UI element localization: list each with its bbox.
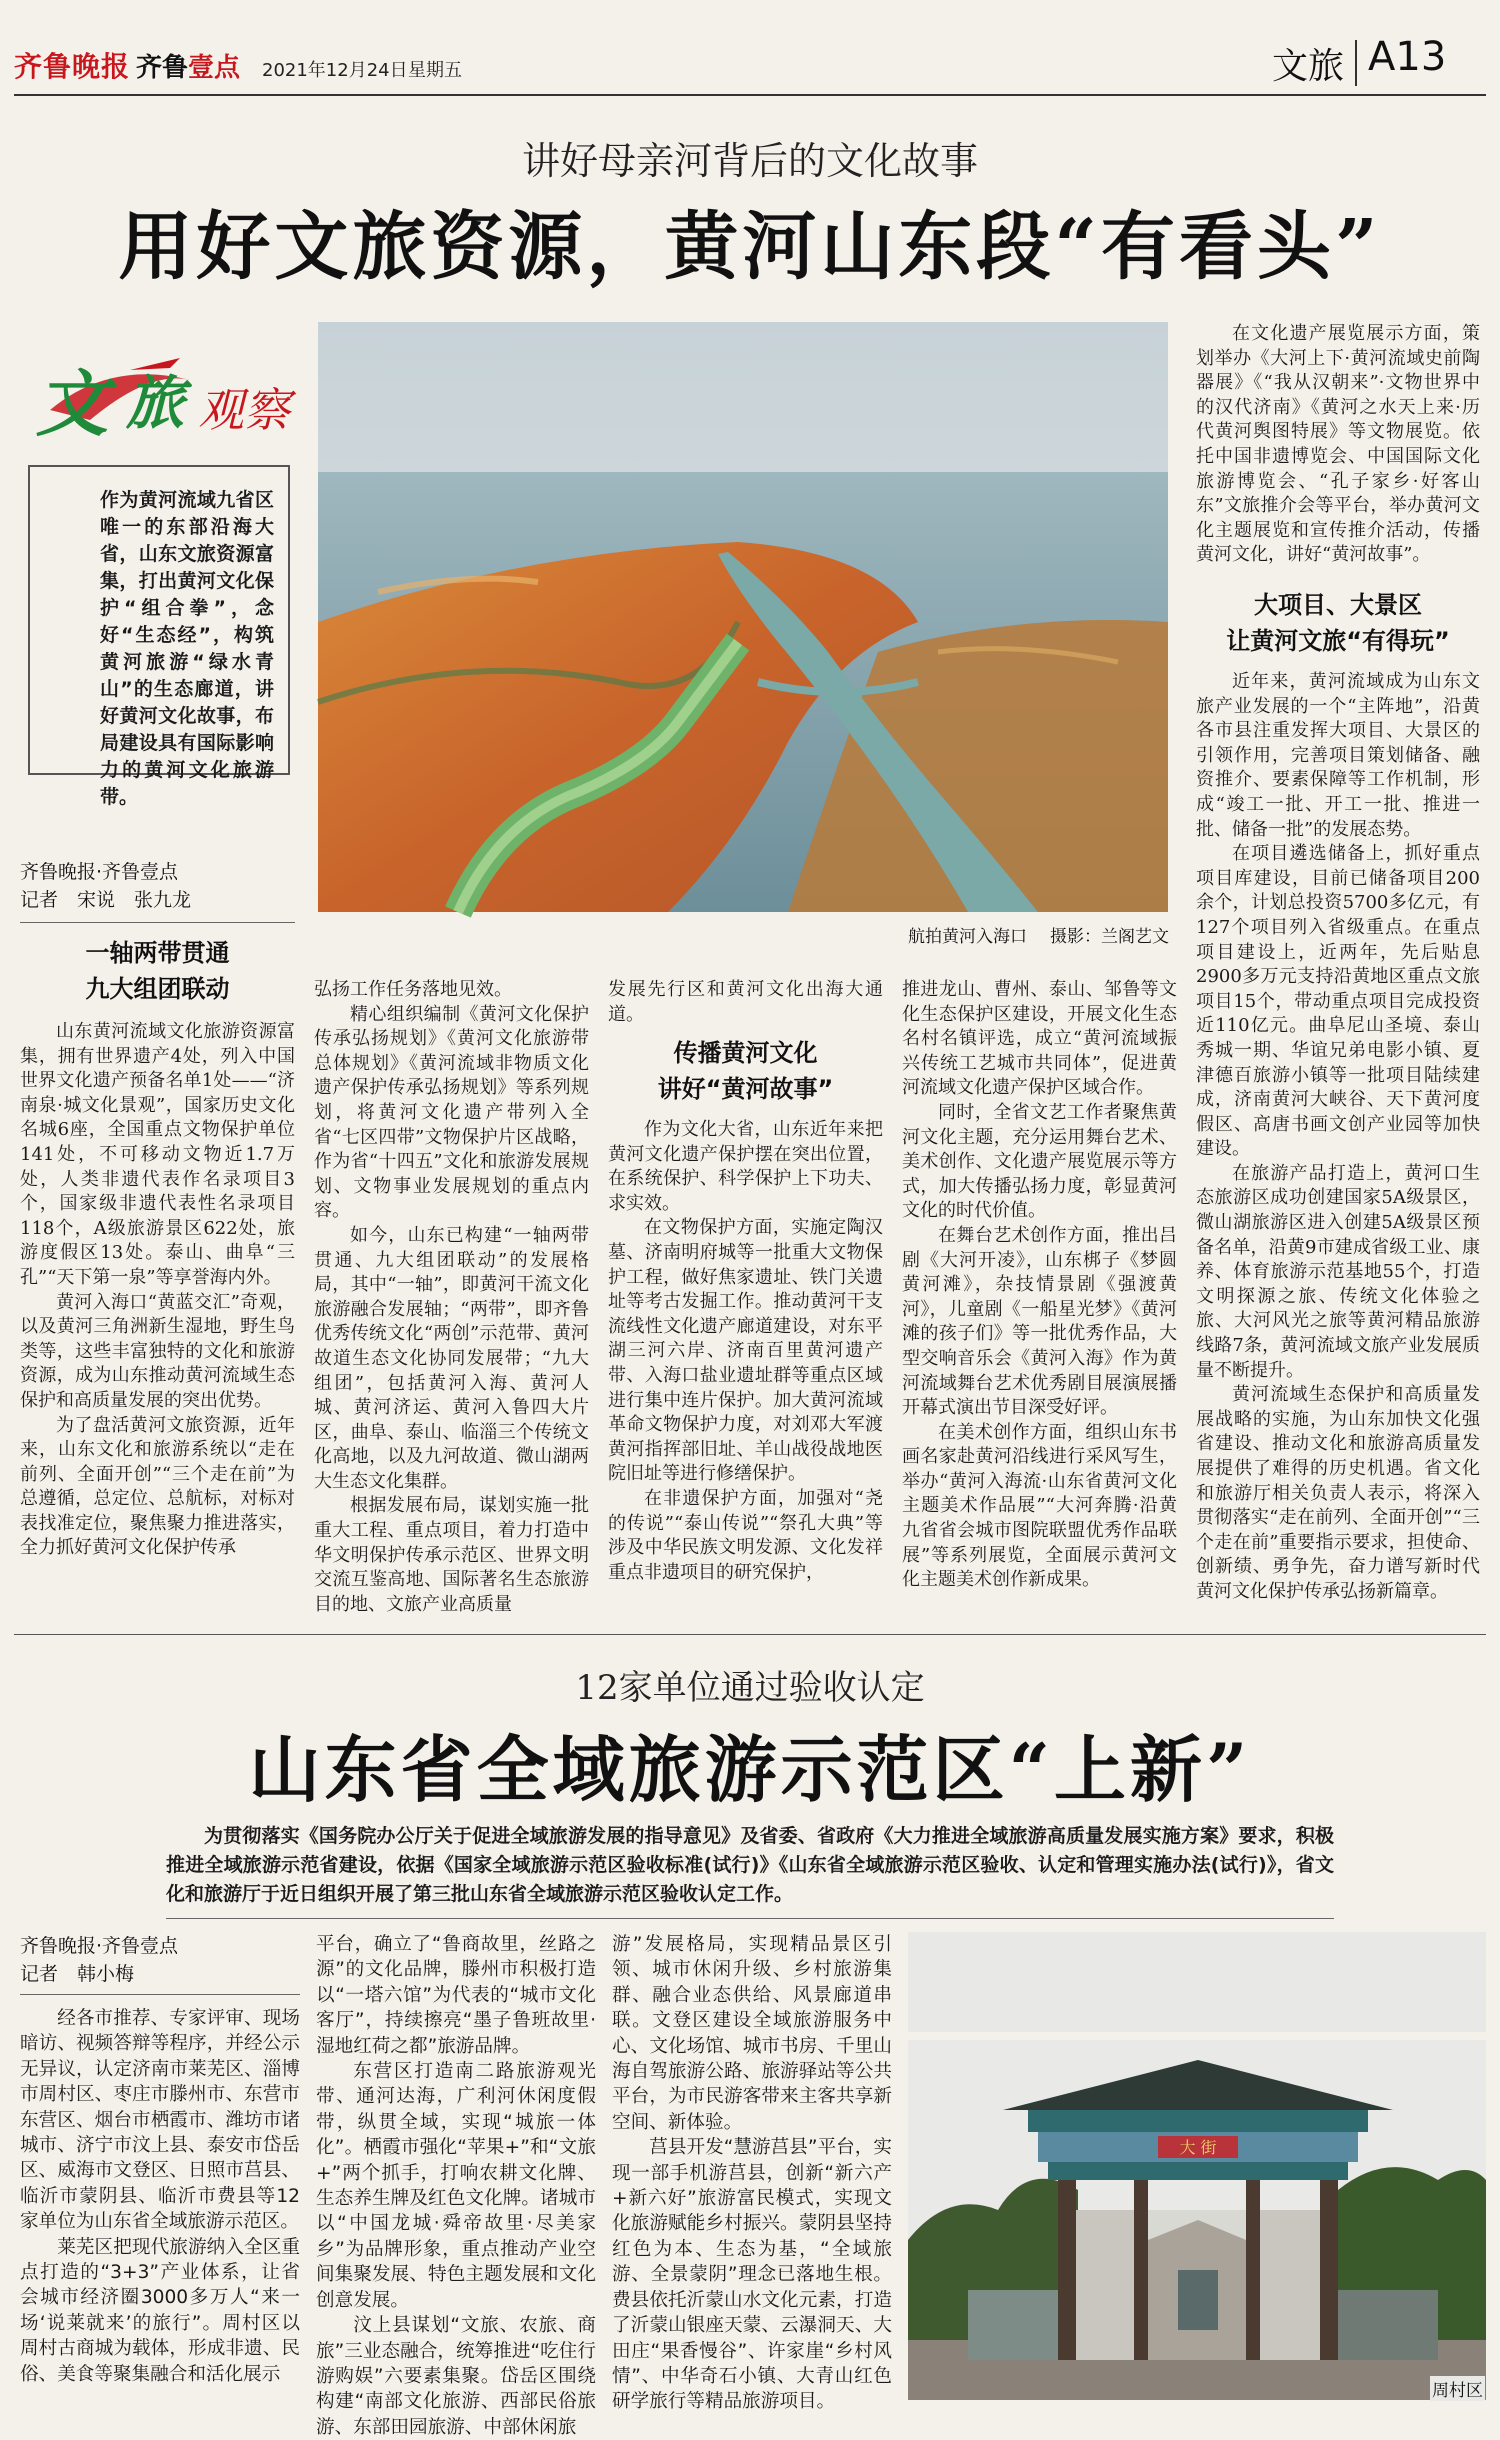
story1-headline: 用好文旅资源，黄河山东段“有看头”: [118, 204, 1382, 290]
story1-intro-box: [28, 465, 290, 808]
photo2-sky: [908, 1932, 1486, 2032]
arch-plaque-text: 大 街: [1179, 2138, 1217, 2157]
subhead-1b: 九大组团联动: [85, 975, 230, 1003]
story2-column-a: 经各市推荐、专家评审、现场暗访、视频答辩等程序，并经公示无异议，认定济南市莱芜区、淄博市周村区、枣庄市滕州市、东营市东营区、烟台市栖霞市、潍坊市诸城市、济宁市汶上县、泰安市岱岳区、威海市文登区、日照市莒县、临沂市蒙阴县、临沂市费县等12家单位为山东省全域旅游示范区。 莱芜区把现代旅游纳入全区重点打造的“3+3”产业体系，让省会城市经济圈3000多万人“来一场‘说莱就来’的旅行”。周村区以周村古商城为载体，形成非遗、民俗、美食等聚集融合和活化展示: [20, 2008, 300, 2385]
yellow-river-estuary-photo: [318, 322, 1168, 912]
story2-headline: 山东省全域旅游示范区“上新”: [248, 1727, 1252, 1812]
header-rule: [14, 94, 1486, 96]
subhead-2b: 讲好“黄河故事”: [657, 1075, 834, 1103]
subhead-3a: 大项目、大景区: [1254, 591, 1422, 619]
story2-byline-1: 齐鲁晚报·齐鲁壹点: [20, 1935, 179, 1957]
page-number: A13: [1368, 34, 1447, 80]
story1-column-5a: 在文化遗产展览展示方面，策划举办《大河上下·黄河流域史前陶器展》《“我从汉朝来”·文物世界中的汉代济南》《黄河之水天上来·历代黄河舆图特展》等文物展览。依托中国非遗博览会、中国国际文化旅游博览会、“孔子家乡·好客山东”文旅推介会等平台，举办黄河文化主题展览和宣传推介活动，传播黄河文化，讲好“黄河故事”。: [1196, 323, 1480, 566]
story1-column-1: 山东黄河流域文化旅游资源富集，拥有世界遗产4处，列入中国世界文化遗产预备名单1处——“济南泉·城文化景观”，国家历史文化名城6座，全国重点文物保护单位141处，不可移动文物近1.7万处，人类非遗代表作名录项目3个，国家级非遗代表性名录项目118个，A级旅游景区622处，旅游度假区13处。泰山、曲阜“三孔”“天下第一泉”等享誉海内外。 黄河入海口“黄蓝交汇”奇观，以及黄河三角洲新生湿地，野生鸟类等，这些丰富独特的文化和旅游资源，成为山东推动黄河流域生态保护和高质量发展的突出优势。 为了盘活黄河文旅资源，近年来，山东文化和旅游系统以“走在前列、全面开创”“三个走在前”为总遵循，总定位、总航标，对标对表找准定位，聚焦聚力推进落实，全力抓好黄河文化保护传承: [20, 1021, 295, 1559]
photo2-caption: 周村区: [1430, 2376, 1485, 2401]
photo1-caption: 航拍黄河入海口: [908, 927, 1027, 947]
photo1-credit: 摄影：兰阁艺文: [1050, 927, 1169, 947]
memorial-arch-image: [908, 2040, 1486, 2400]
story1-column-2: 弘扬工作任务落地见效。 精心组织编制《黄河文化保护传承弘扬规划》《黄河文化旅游带总体规划》《黄河流域非物质文化遗产保护传承弘扬规划》等系列规划，将黄河文化遗产带列入全省“七区四带”文物保护片区战略，作为省“十四五”文化和旅游发展规划、文物事业发展规划的重点内容。 如今，山东已构建“一轴两带贯通、九大组团联动”的发展格局，其中“一轴”，即黄河干流文化旅游融合发展轴；“两带”，即齐鲁优秀传统文化“两创”示范带、黄河故道生态文化协同发展带；“九大组团”，包括黄河入海、黄河人城、黄河济运、黄河入鲁四大片区，曲阜、泰山、临淄三个传统文化高地，以及九河故道、微山湖两大生态文化集群。 根据发展布局，谋划实施一批重大工程、重点项目，着力打造中华文明保护传承示范区、世界文明交流互鉴高地、国际著名生态旅游目的地、文旅产业高质量: [314, 979, 589, 1615]
estuary-aerial-image: [318, 322, 1168, 912]
badge-char-lv: 旅: [126, 369, 185, 437]
byline-rule: [20, 922, 295, 923]
zhoucun-arch-photo: [908, 2040, 1486, 2400]
story2-byline-2: 记者 韩小梅: [20, 1963, 135, 1985]
story-divider: [14, 1634, 1486, 1635]
subhead-1a: 一轴两带贯通: [85, 939, 230, 967]
story1-column-3b: 作为文化大省，山东近年来把黄河文化遗产保护摆在突出位置，在系统保护、科学保护上下功夫、求实效。 在文物保护方面，实施定陶汉墓、济南明府城等一批重大文物保护工程，做好焦家遗址、铁门关遗址等考古发掘工作。推动黄河干支流线性文化遗产廊道建设，对东平湖三河六岸、济南百里黄河遗产带、入海口盐业遗址群等重点区域进行集中连片保护。加大黄河流域革命文物保护力度，对刘邓大军渡黄河指挥部旧址、羊山战役战地医院旧址等进行修缮保护。 在非遗保护方面，加强对“尧的传说”“泰山传说”“祭孔大典”等涉及中华民族文明发源、文化发祥重点非遗项目的研究保护，: [608, 1119, 883, 1583]
issue-date: 2021年12月24日: [262, 60, 408, 81]
story1-column-5b: 近年来，黄河流域成为山东文旅产业发展的一个“主阵地”，沿黄各市县注重发挥大项目、大景区的引领作用，完善项目策划储备、融资推介、要素保障等工作机制，形成“竣工一批、开工一批、推进一批、储备一批”的发展态势。 在项目遴选储备上，抓好重点项目库建设，目前已储备项目200余个，计划总投资5700多亿元，有127个项目列入省级重点。在重点项目建设上，近两年，先后贴息2900多万元支持沿黄地区重点文旅项目15个，带动重点项目完成投资近110亿元。曲阜尼山圣境、泰山秀城一期、华谊兄弟电影小镇、夏津德百旅游小镇等一批项目陆续建成，济南黄河大峡谷、天下黄河度假区、高唐书画文创产业园等加快建设。 在旅游产品打造上，黄河口生态旅游区成功创建国家5A级景区，微山湖旅游区进入创建5A级景区预备名单，沿黄9市建成省级工业、康养、体育旅游示范基地55个，打造文明探源之旅、传统文化体验之旅、大河风光之旅等黄河精品旅游线路7条，黄河流域文旅产业发展质量不断提升。 黄河流域生态保护和高质量发展战略的实施，为山东加快文化强省建设、推动文化和旅游高质量发展提供了难得的历史机遇。省文化和旅游厅相关负责人表示，将深入贯彻落实“走在前列、全面开创”“三个走在前”重要指示要求，担使命、创新绩、勇争先，奋力谱写新时代黄河文化保护传承弘扬新篇章。: [1196, 671, 1480, 1602]
issue-weekday: 星期五: [408, 60, 462, 81]
story1-byline-2: 记者 宋说 张九龙: [20, 889, 192, 911]
column-badge: [30, 340, 300, 450]
paper-logo: 齐鲁晚报: [14, 50, 131, 83]
story2-lead: 为贯彻落实《国务院办公厅关于促进全域旅游发展的指导意见》及省委、省政府《大力推进全域旅游高质量发展实施方案》要求，积极推进全域旅游示范省建设，依据《国家全域旅游示范区验收标准(试行)》《山东省全域旅游示范区验收、认定和管理实施办法(试行)》，省文化和旅游厅于近日组织开展了第三批山东省全域旅游示范区验收认定工作。: [166, 1825, 1334, 1905]
story1-column-3a: 发展先行区和黄河文化出海大通道。: [608, 979, 883, 1025]
story1-kicker: 讲好母亲河背后的文化故事: [521, 139, 978, 183]
story1-column-4: 推进龙山、曹州、泰山、邹鲁等文化生态保护区建设，开展文化生态名村名镇评选，成立“黄河流域振兴传统工艺城市共同体”，促进黄河流域文化遗产保护区域合作。 同时，全省文艺工作者聚焦黄河文化主题，充分运用舞台艺术、美术创作、文化遗产展览展示等方式，加大传播弘扬力度，彰显黄河文化的时代价值。 在舞台艺术创作方面，推出吕剧《大河开凌》，山东梆子《梦圆黄河滩》，杂技情景剧《强渡黄河》，儿童剧《一船星光梦》《黄河滩的孩子们》等一批优秀作品，大型交响音乐会《黄河入海》作为黄河流域舞台艺术优秀剧目展演展播开幕式演出节目深受好评。 在美术创作方面，组织山东书画名家赴黄河沿线进行采风写生，举办“黄河入海流·山东省黄河文化主题美术作品展”“大河奔腾·沿黄九省省会城市图院联盟优秀作品联展”等系列展览，全面展示黄河文化主题美术创作新成果。: [902, 979, 1177, 1591]
lead-rule: [166, 1918, 1334, 1919]
badge-guancha: 观察: [198, 383, 290, 437]
byline2-rule: [20, 1994, 300, 1995]
story1-intro: 作为黄河流域九省区唯一的东部沿海大省，山东文旅资源富集，打出黄河文化保护“组合拳”，念好“生态经”，构筑黄河旅游“绿水青山”的生态廊道，讲好黄河文化故事，布局建设具有国际影响力的黄河文化旅游带。: [100, 489, 274, 808]
story2-kicker: 12家单位通过验收认定: [575, 1668, 925, 1708]
masthead: [14, 40, 254, 90]
story1-byline-1: 齐鲁晚报·齐鲁壹点: [20, 861, 179, 883]
section-name: 文旅: [1272, 46, 1345, 87]
subhead-2a: 传播黄河文化: [673, 1039, 818, 1067]
header-divider: [1355, 40, 1357, 86]
story2-column-b: 平台，确立了“鲁商故里，丝路之源”的文化品牌，滕州市积极打造以“一塔六馆”为代表的“城市文化客厅”，持续擦亮“墨子鲁班故里·湿地红荷之都”旅游品牌。 东营区打造南二路旅游观光带、通河达海，广利河休闲度假带，纵贯全域，实现“城旅一体化”。栖霞市强化“苹果+”和“文旅+”两个抓手，打响农耕文化牌、生态养生牌及红色文化牌。诸城市以“中国龙城·舜帝故里·尽美家乡”为品牌形象，重点推动产业空间集聚发展、特色主题发展和文化创意发展。 汶上县谋划“文旅、农旅、商旅”三业态融合，统筹推进“吃住行游购娱”六要素集聚。岱岳区围绕构建“南部文化旅游、西部民俗旅游、东部田园旅游、中部休闲旅: [316, 1934, 596, 2438]
badge-char-wen: 文: [36, 361, 109, 446]
story2-column-c: 游”发展格局，实现精品景区引领、城市休闲升级、乡村旅游集群、融合业态供给、风景廊道串联。文登区建设全域旅游服务中心、文化场馆、城市书房、千里山海自驾旅游公路、旅游驿站等公共平台，为市民游客带来主客共享新空间、新体验。 莒县开发“慧游莒县”平台，实现一部手机游莒县，创新“新六产+新六好”旅游富民模式，实现文化旅游赋能乡村振兴。蒙阴县坚持红色为本、生态为基，“全域旅游、全景蒙阴”理念已落地生根。费县依托沂蒙山水文化元素，打造了沂蒙山银座天蒙、云瀑洞天、大田庄“果香慢谷”、许家崖“乡村风情”、中华奇石小镇、大青山红色研学旅行等精品旅游项目。: [612, 1934, 892, 2413]
subhead-3b: 让黄河文旅“有得玩”: [1226, 627, 1450, 655]
app-logo: 齐鲁壹点: [136, 52, 241, 83]
